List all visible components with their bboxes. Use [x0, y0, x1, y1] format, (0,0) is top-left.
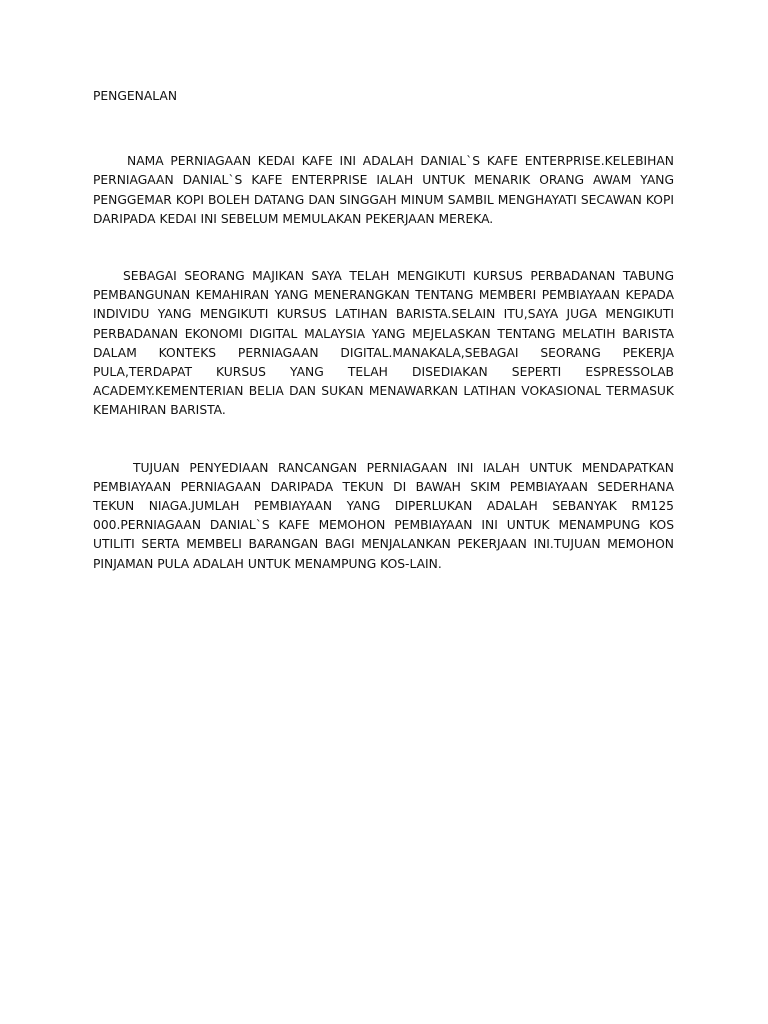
document-body: [93, 87, 674, 574]
paragraph-1: NAMA PERNIAGAAN KEDAI KAFE INI ADALAH DANIAL`S KAFE ENTERPRISE.KELEBIHAN PERNIAGAAN DANIAL`S KAFE ENTERPRISE IALAH UNTUK MENARIK ORANG AWAM YANG PENGGEMAR KOPI BOLEH DATANG DAN SINGGAH MINUM SAMBIL MENGHAYATI SECAWAN KOPI DARIPADA KEDAI INI SEBELUM MEMULAKAN PEKERJAAN MEREKA.: [93, 154, 674, 226]
paragraph-2: SEBAGAI SEORANG MAJIKAN SAYA TELAH MENGIKUTI KURSUS PERBADANAN TABUNG PEMBANGUNAN KEMAHIRAN YANG MENERANGKAN TENTANG MEMBERI PEMBIAYAAN KEPADA INDIVIDU YANG MENGIKUTI KURSUS LATIHAN BARISTA.SELAIN ITU,SAYA JUGA MENGIKUTI PERBADANAN EKONOMI DIGITAL MALAYSIA YANG MEJELASKAN TENTANG MELATIH BARISTA DALAM KONTEKS PERNIAGAAN DIGITAL.MANAKALA,SEBAGAI SEORANG PEKERJA PULA,TERDAPAT KURSUS YANG TELAH DISEDIAKAN SEPERTI ESPRESSOLAB ACADEMY.KEMENTERIAN BELIA DAN SUKAN MENAWARKAN LATIHAN VOKASIONAL TERMASUK KEMAHIRAN BARISTA.: [93, 269, 674, 418]
section-heading: PENGENALAN: [93, 89, 178, 103]
paragraph-3: TUJUAN PENYEDIAAN RANCANGAN PERNIAGAAN INI IALAH UNTUK MENDAPATKAN PEMBIAYAAN PERNIAGAAN DARIPADA TEKUN DI BAWAH SKIM PEMBIAYAAN SEDERHANA TEKUN NIAGA.JUMLAH PEMBIAYAAN YANG DIPERLUKAN ADALAH SEBANYAK RM125 000.PERNIAGAAN DANIAL`S KAFE MEMOHON PEMBIAYAAN INI UNTUK MENAMPUNG KOS UTILITI SERTA MEMBELI BARANGAN BAGI MENJALANKAN PEKERJAAN INI.TUJUAN MEMOHON PINJAMAN PULA ADALAH UNTUK MENAMPUNG KOS-LAIN.: [93, 460, 674, 571]
